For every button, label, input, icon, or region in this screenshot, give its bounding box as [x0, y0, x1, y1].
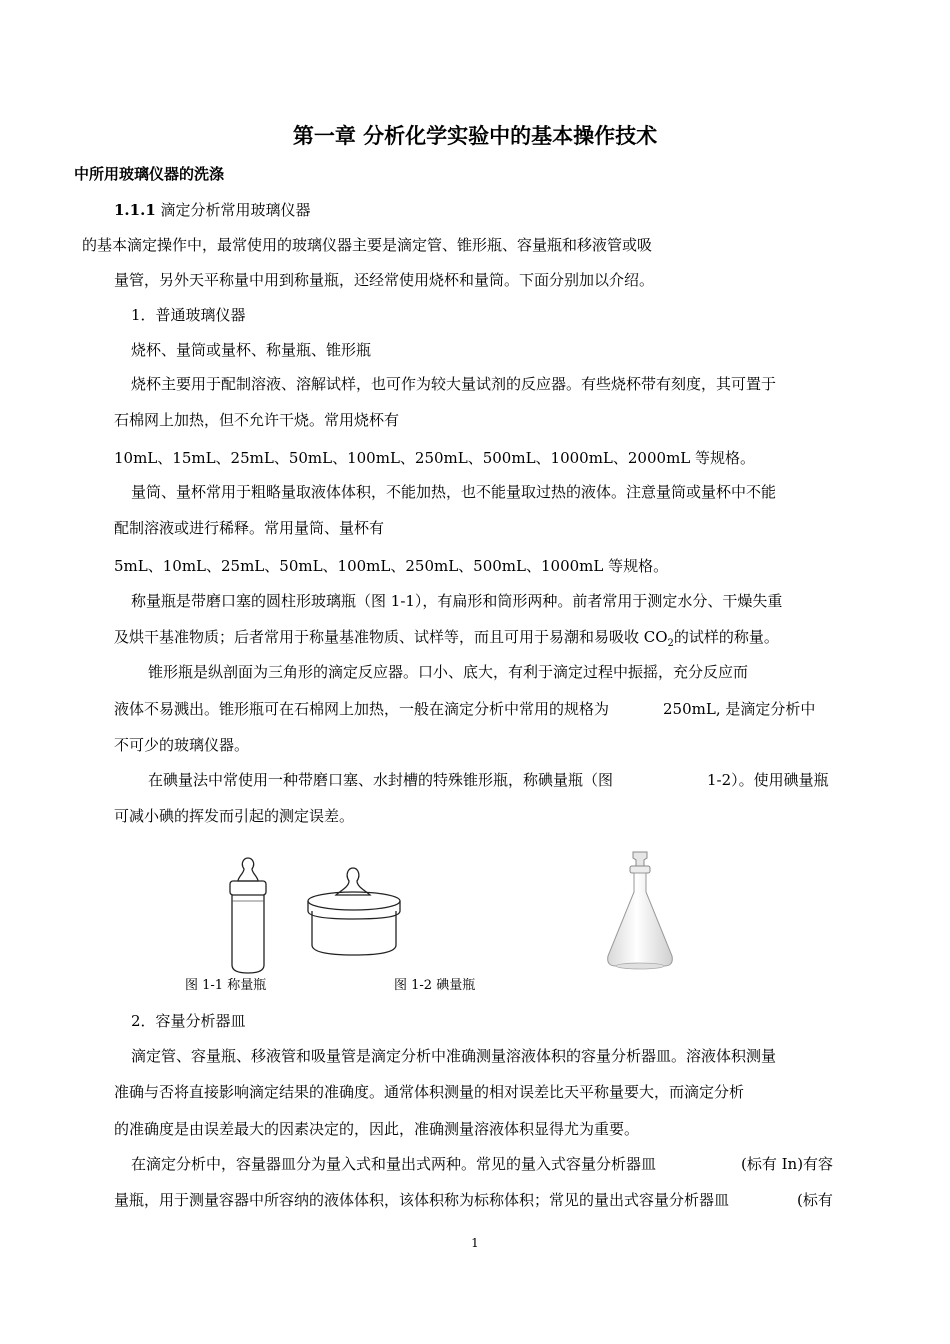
erlenmeyer-line-3: 不可少的玻璃仪器。 [114, 736, 250, 754]
subsection-text: 滴定分析常用玻璃仪器 [160, 201, 311, 219]
intro-line-1: 的基本滴定操作中，最常使用的玻璃仪器主要是滴定管、锥形瓶、容量瓶和移液管或吸 [82, 236, 653, 254]
classes-line-1a: 在滴定分析中，容量器皿分为量入式和量出式两种。常见的量入式容量分析器皿 [131, 1155, 657, 1173]
classes-line-2b: (标有 [797, 1191, 833, 1209]
cylinder-line-2: 配制溶液或进行稀释。常用量筒、量杯有 [114, 519, 385, 537]
erlenmeyer-line-1: 锥形瓶是纵剖面为三角形的滴定反应器。口小、底大，有利于滴定过程中振摇，充分反应而 [148, 663, 749, 681]
beaker-line-1: 烧杯主要用于配制溶液、溶解试样，也可作为较大量试剂的反应器。有些烧杯带有刻度，其可置于 [131, 375, 777, 393]
erlenmeyer-line-2b: 250mL, 是滴定分析中 [663, 700, 816, 718]
item1-heading: 1．普通玻璃仪器 [131, 306, 246, 324]
iodine-line-2: 可减小碘的挥发而引起的测定误差。 [114, 807, 355, 825]
section-heading: 中所用玻璃仪器的洗涤 [74, 165, 225, 183]
volumetric-line-1: 滴定管、容量瓶、移液管和吸量管是滴定分析中准确测量溶液体积的容量分析器皿。溶液体积测量 [131, 1047, 777, 1065]
weighing-line-2-text: 及烘干基准物质；后者常用于称量基准物质、试样等，而且可用于易潮和易吸收 CO [114, 628, 668, 646]
weighing-line-1: 称量瓶是带磨口塞的圆柱形玻璃瓶（图 1-1），有扁形和筒形两种。前者常用于测定水分、干燥失重 [131, 592, 783, 610]
cylinder-sizes: 5mL、10mL、25mL、50mL、100mL、250mL、500mL、1000mL 等规格。 [114, 557, 669, 575]
cylinder-line-1: 量筒、量杯常用于粗略量取液体体积，不能加热，也不能量取过热的液体。注意量筒或量杯中不能 [131, 483, 777, 501]
chapter-title: 第一章 分析化学实验中的基本操作技术 [292, 124, 658, 148]
classes-line-2a: 量瓶，用于测量容器中所容纳的液体体积，该体积称为标称体积；常见的量出式容量分析器皿 [114, 1191, 730, 1209]
volumetric-line-2: 准确与否将直接影响滴定结果的准确度。通常体积测量的相对误差比天平称量要大，而滴定分析 [114, 1083, 745, 1101]
weighing-bottle-tall-figure [222, 855, 274, 977]
beaker-sizes: 10mL、15mL、25mL、50mL、100mL、250mL、500mL、1000mL、2000mL 等规格。 [114, 449, 756, 467]
page-number: 1 [471, 1236, 479, 1250]
weighing-bottle-flat-figure [300, 863, 410, 963]
iodine-flask-figure [600, 848, 680, 974]
iodine-line-1a: 在碘量法中常使用一种带磨口塞、水封槽的特殊锥形瓶，称碘量瓶（图 [148, 771, 614, 789]
classes-line-1b: (标有 In)有容 [741, 1155, 834, 1173]
subsection-number: 1.1.1 [114, 201, 156, 219]
beaker-line-2: 石棉网上加热，但不允许干烧。常用烧杯有 [114, 411, 400, 429]
volumetric-line-3: 的准确度是由误差最大的因素决定的，因此，准确测量溶液体积显得尤为重要。 [114, 1120, 640, 1138]
figure-1-2-caption: 图 1-2 碘量瓶 [394, 978, 476, 993]
weighing-line-2-end: 的试样的称量。 [673, 628, 779, 646]
intro-line-2: 量管，另外天平称量中用到称量瓶，还经常使用烧杯和量筒。下面分别加以介绍。 [114, 271, 655, 289]
weighing-line-2 [114, 627, 779, 654]
item2-heading: 2．容量分析器皿 [131, 1012, 246, 1030]
erlenmeyer-line-2a: 液体不易溅出。锥形瓶可在石棉网上加热，一般在滴定分析中常用的规格为 [114, 700, 610, 718]
subsection-heading [114, 200, 311, 220]
item1-subheading: 烧杯、量筒或量杯、称量瓶、锥形瓶 [131, 341, 372, 359]
co2-subscript: 2 [667, 638, 674, 649]
iodine-line-1b: 1-2）。使用碘量瓶 [707, 771, 829, 789]
figure-1-1-caption: 图 1-1 称量瓶 [185, 978, 267, 993]
